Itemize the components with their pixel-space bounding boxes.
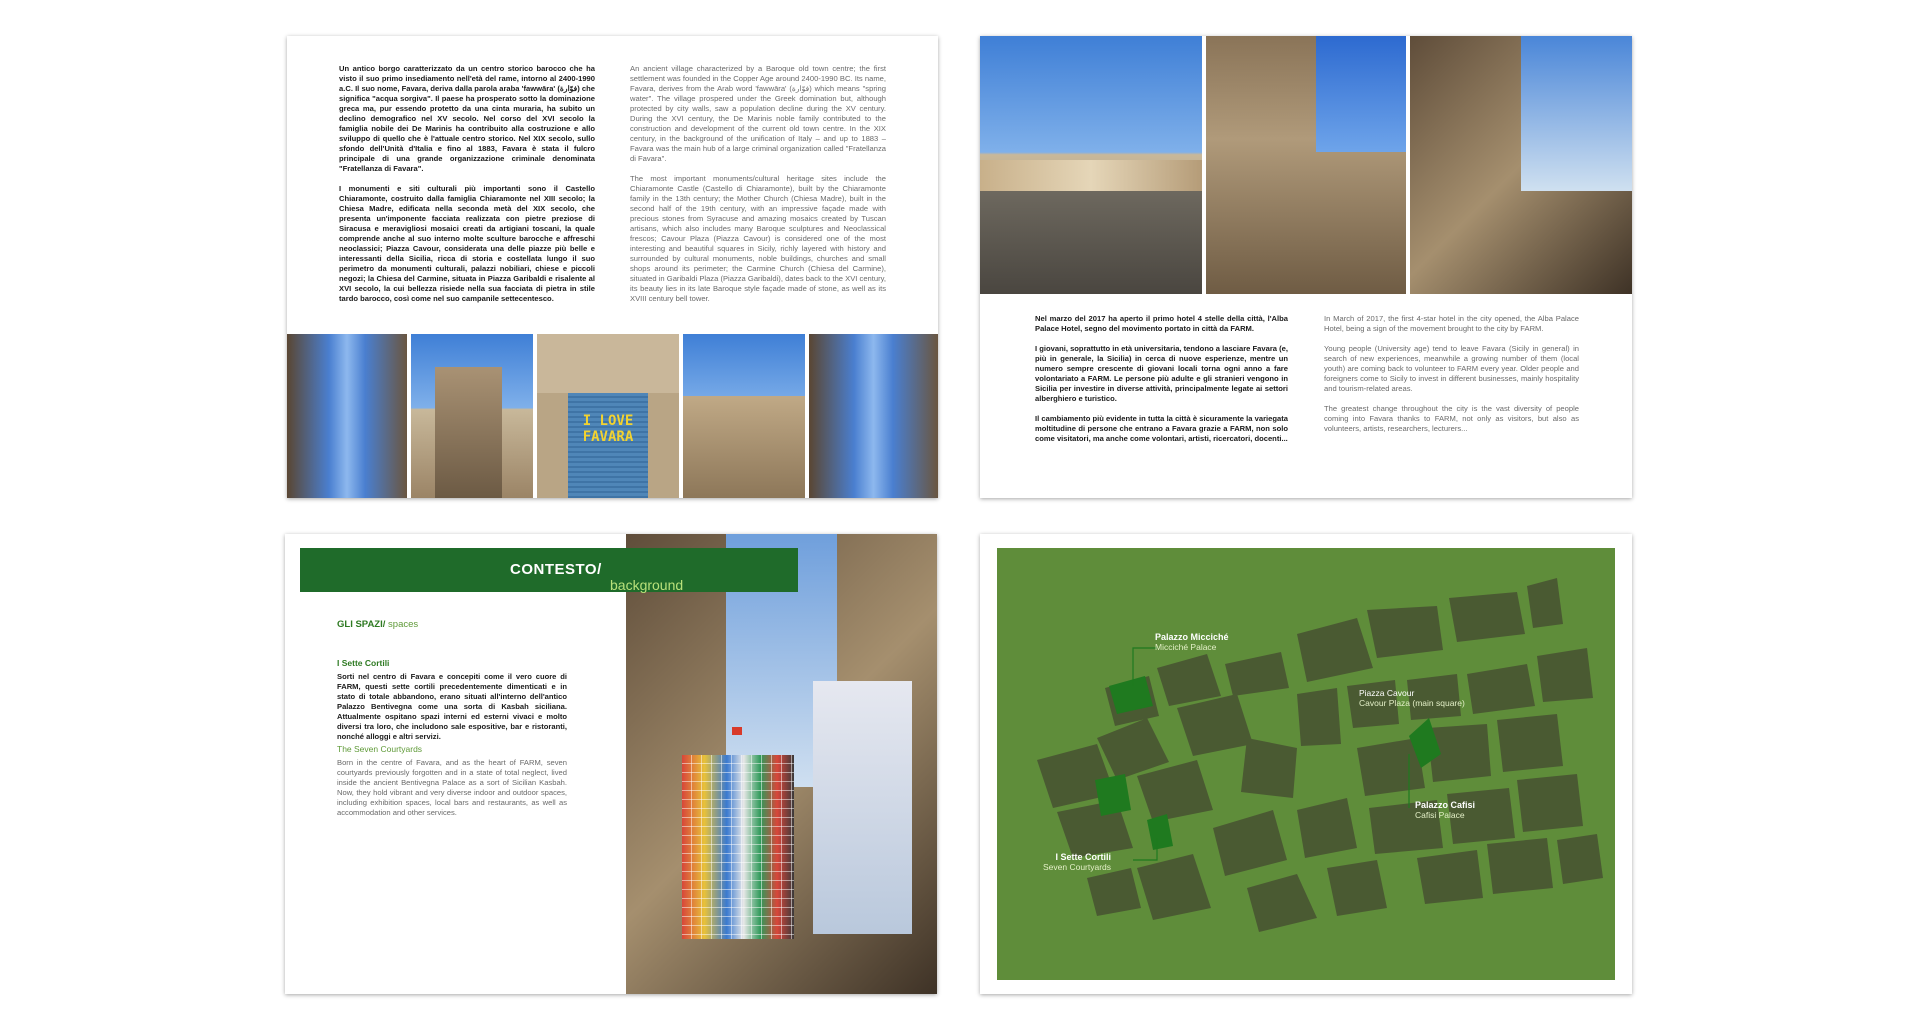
italian-paragraph: Nel marzo del 2017 ha aperto il primo hotel 4 stelle della città, l'Alba Palace Hotel, segno del movimento portato in città da FARM. [1035, 314, 1288, 333]
photo-castle [683, 334, 805, 498]
photo-narrow-street [1410, 36, 1632, 294]
italian-paragraph: Il cambiamento più evidente in tutta la città è sicuramente la variegata moltitudine di persone che entrano a Favara grazie a FARM, non solo come visitatori, ma anche come volontari, artisti, ricercatori, docenti... [1035, 414, 1288, 443]
label-palazzo-micciche: Palazzo Micciché Micciché Palace [1155, 632, 1229, 652]
label-sette-cortili: I Sette Cortili Seven Courtyards [1043, 852, 1112, 872]
spread-map [980, 534, 1632, 994]
italian-paragraph: I monumenti e siti culturali più importanti sono il Castello Chiaramonte, costruito dalla famiglia Chiaramonte nel XIII secolo; la Chiesa Madre, edificata nella seconda metà del XIX secolo, che presenta un'imponente facciata realizzata con pietre preziose di Siracusa e meravigliosi mosaici creati da artigiani toscani, la quale comprende anche al suo interno molte sculture barocche e affreschi neoclassici; Piazza Cavour, considerata una delle piazze più belle e interessanti della Sicilia, ricca di storia e costellata lungo il suo perimetro da monumenti culturali, palazzi nobiliari, chiese e piccoli negozi; la Chiesa del Carmine, situata in Piazza Garibaldi e risalente al XVI secolo, la cui bellezza risiede nella sua facciata di pietra in stile tardo barocco, così come nel suo campanile settecentesco. [339, 184, 595, 303]
spread-farm-impact [980, 36, 1632, 498]
italian-paragraph: I giovani, soprattutto in età universitaria, tendono a lasciare Favara (e, più in generale, la Sicilia) in cerca di nuove esperienze, mentre un numero sempre crescente di giovani locali torna ogni anno a fare volontariato a FARM. Le persone più adulte e gli stranieri vengono in Sicilia per investire in diverse attività, principalmente legate ai settori alberghiero e turistico. [1035, 344, 1288, 403]
map-area [997, 548, 1615, 980]
photo-street [809, 334, 938, 498]
photo-chiesa-madre [1206, 36, 1406, 294]
band-title: CONTESTO/ [510, 561, 602, 578]
english-paragraph: The most important monuments/cultural heritage sites include the Chiaramonte Castle (Castello di Chiaramonte), built by the Chiaramonte family in the 13th century; the Mother Church (Chiesa Madre), built in the second half of the 19th century, with an impressive façade made with precious stones from Syracuse and amazing mosaics created by Tuscan artisans, which also includes many Baroque sculptures and Neoclassical frescos; Cavour Plaza (Piazza Cavour) is considered one of the most interesting and beautiful squares in Sicily, richly layered with history and surrounded by cultural monuments, noble buildings, churches and small shops around its perimeter; the Carmine Church (Chiesa del Carmine), situated in Garibaldi Plaza (Piazza Garibaldi), dates back to the XVI century, its beauty lies in its late Baroque style façade made of stone, as well as its XVIII century bell tower. [630, 174, 886, 303]
en-heading: The Seven Courtyards [337, 744, 423, 754]
english-paragraph: The greatest change throughout the city is the vast diversity of people coming into Favara thanks to FARM, not only as visitors, but also as volunteers, artists, researchers, lecturers... [1324, 404, 1579, 433]
photo-alley [287, 334, 407, 498]
label-palazzo-cafisi: Palazzo Cafisi Cafisi Palace [1415, 800, 1476, 820]
english-paragraph: In March of 2017, the first 4-star hotel in the city opened, the Alba Palace Hotel, being a sign of the movement brought to the city by FARM. [1324, 314, 1579, 333]
title-band [300, 548, 798, 592]
photo-seven-courtyards [626, 534, 937, 994]
en-body: Born in the centre of Favara, and as the heart of FARM, seven courtyards previously forgotten and in a state of total neglect, lived inside the ancient Bentivegna Palace as a sort of Sicilian Kasbah. Now, they hold vibrant and very diverse indoor and outdoor spaces, including exhibition spaces, local bars and restaurants, as well as accommodation and other services. [337, 758, 567, 817]
photo-i-love-favara [537, 334, 679, 498]
photo-piazza-cavour [980, 36, 1202, 294]
spread-history [287, 36, 938, 498]
italian-column [1035, 314, 1288, 454]
building-blocks [1037, 578, 1603, 932]
sette-cortili-shape-2 [1147, 814, 1173, 850]
section-title: GLI SPAZI/ spaces [337, 619, 419, 630]
it-heading: I Sette Cortili [337, 658, 390, 668]
english-column [1324, 314, 1579, 444]
italian-column [339, 64, 595, 314]
it-body: Sorti nel centro di Favara e concepiti come il vero cuore di FARM, questi sette cortili precedentemente dimenticati e in stato di totale abbandono, erano situati all'interno dell'antico Palazzo Bentivegna come una sorta di Kasbah siciliana. Attualmente ospitano spazi interni ed esterni vivaci e molto diversi tra loro, che includono sale espositive, bar e ristoranti, nonché alloggi e altri servizi. [337, 672, 567, 741]
sette-cortili-shape-1 [1095, 774, 1131, 816]
italian-paragraph: Un antico borgo caratterizzato da un centro storico barocco che ha visto il suo primo insediamento nell'età del rame, intorno al 2400-1990 a.C. Il suo nome, Favara, deriva dalla parola araba 'fawwāra' (ﻓﻮّارﺓ) che significa "acqua sorgiva". Il paese ha prosperato sotto la dominazione greca ma, pur essendo protetto da una cinta muraria, ha subito un declino demografico nel XV secolo. Nel corso del XVI secolo la famiglia nobile dei De Marinis ha contribuito alla costruzione e allo sviluppo di quello che è l'attuale centro storico. Nel XIX secolo, sullo sfondo dell'Unità d'Italia e fino al 1883, Favara è stata il fulcro principale di una grande organizzazione criminale denominata "Fratellanza di Favara". [339, 64, 595, 173]
english-paragraph: Young people (University age) tend to leave Favara (Sicily in general) in search of new experiences, meanwhile a growing number of them (local youth) are coming back to volunteer to FARM every year. Older people and foreigners come to Sicily to invest in different businesses, mainly hospitality and tourism-related areas. [1324, 344, 1579, 393]
town-map-svg [997, 548, 1615, 980]
band-subtitle: background [610, 577, 684, 593]
english-column [630, 64, 886, 314]
shutter-graffiti: I LOVE FAVARA [582, 412, 634, 445]
spread-context [285, 534, 937, 994]
photo-church-facade [411, 334, 533, 498]
english-paragraph: An ancient village characterized by a Baroque old town centre; the first settlement was founded in the Copper Age around 2400-1990 BC. Its name, Favara, derives from the Arab word 'fawwāra' (ﻓﻮّارﺓ) which means "spring water". The village prospered under the Greek domination but, although protected by city walls, saw a population decline during the XV century. During the XVI century, the De Marinis noble family contributed to the construction and development of the current old town centre. In the XIX century, in the background of the unification of Italy – and up to 1883 – Favara was the main hub of a large criminal organization called "Fratellanza di Favara". [630, 64, 886, 163]
label-piazza-cavour: Piazza Cavour Cavour Plaza (main square) [1359, 688, 1465, 708]
